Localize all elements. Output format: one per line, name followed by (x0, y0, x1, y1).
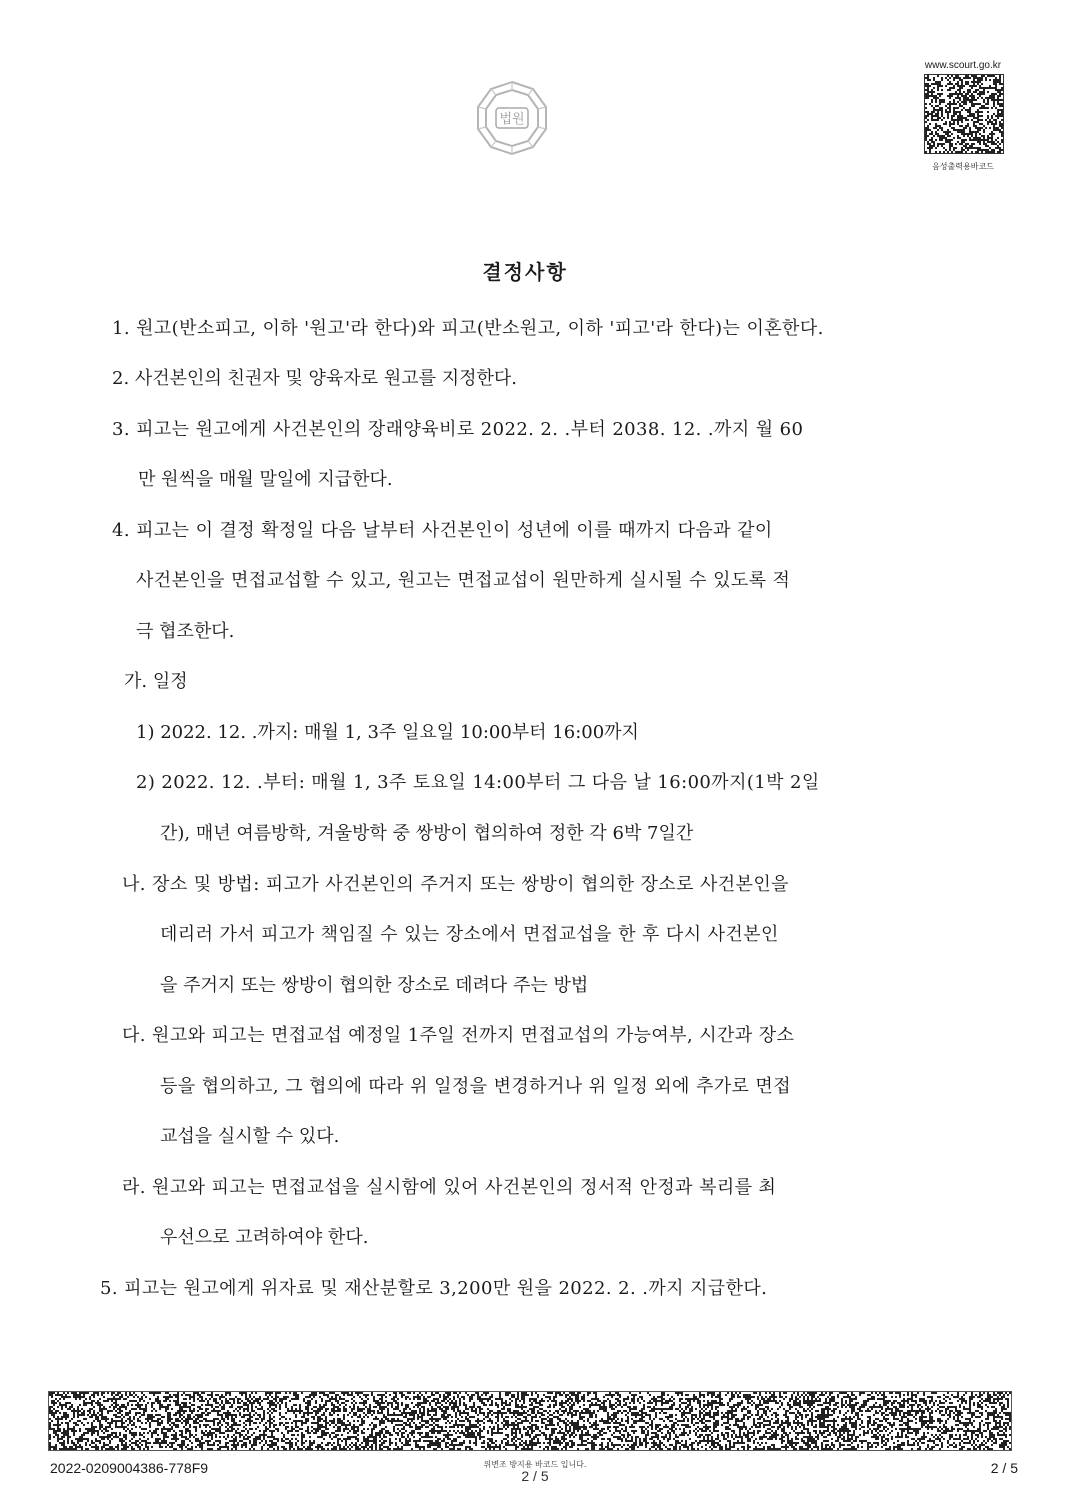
page-number-right: 2 / 5 (990, 1460, 1018, 1476)
item-4-da-cont-1: 등을 협의하고, 그 협의에 따라 위 일정을 변경하거나 위 일정 외에 추가로 면접 (160, 1076, 792, 1097)
item-3-cont: 만 원씩을 매월 말일에 지급한다. (138, 469, 393, 490)
item-4: 4. 피고는 이 결정 확정일 다음 날부터 사건본인이 성년에 이를 때까지 다음과 같이 (112, 520, 773, 541)
item-3: 3. 피고는 원고에게 사건본인의 장래양육비로 2022. 2. .부터 2038. 12. .까지 월 60 (112, 419, 804, 440)
item-4-ga: 가. 일정 (124, 671, 188, 692)
page-number-center: 2 / 5 (521, 1468, 549, 1484)
anti-forgery-barcode (48, 1391, 1012, 1451)
item-4-na-cont-1: 데리러 가서 피고가 책임질 수 있는 장소에서 면접교섭을 한 후 다시 사건본인 (160, 924, 779, 945)
item-1: 1. 원고(반소피고, 이하 '원고'라 한다)와 피고(반소원고, 이하 '피고'라 한다)는 이혼한다. (112, 318, 824, 339)
item-4-cont-2: 극 협조한다. (136, 621, 235, 642)
item-4-na: 나. 장소 및 방법: 피고가 사건본인의 주거지 또는 쌍방이 협의한 장소로 사건본인을 (122, 874, 789, 895)
barcode-note: 위변조 방지용 바코드 입니다. (483, 1460, 587, 1469)
qr-caption: 음성출력용바코드 (932, 162, 994, 171)
document-id: 2022-0209004386-778F9 (50, 1460, 209, 1476)
seal-text: 법원 (499, 112, 525, 127)
item-4-cont-1: 사건본인을 면접교섭할 수 있고, 원고는 면접교섭이 원만하게 실시될 수 있도록 적 (136, 570, 791, 591)
item-2: 2. 사건본인의 친권자 및 양육자로 원고를 지정한다. (112, 368, 517, 389)
court-seal-logo (472, 78, 552, 158)
item-4-ga-1: 1) 2022. 12. .까지: 매월 1, 3주 일요일 10:00부터 16:00까지 (136, 722, 639, 743)
item-5: 5. 피고는 원고에게 위자료 및 재산분할로 3,200만 원을 2022. 2. .까지 지급한다. (100, 1278, 768, 1299)
item-4-da: 다. 원고와 피고는 면접교섭 예정일 1주일 전까지 면접교섭의 가능여부, 시간과 장소 (122, 1025, 795, 1046)
item-4-ga-2: 2) 2022. 12. .부터: 매월 1, 3주 토요일 14:00부터 그 다음 날 16:00까지(1박 2일 (136, 772, 820, 793)
item-4-na-cont-2: 을 주거지 또는 쌍방이 협의한 장소로 데려다 주는 방법 (160, 975, 589, 996)
item-4-da-cont-2: 교섭을 실시할 수 있다. (160, 1126, 340, 1147)
item-4-ra-cont: 우선으로 고려하여야 한다. (160, 1227, 369, 1248)
item-4-ga-2-cont: 간), 매년 여름방학, 겨울방학 중 쌍방이 협의하여 정한 각 6박 7일간 (160, 823, 694, 844)
voice-output-qr-block (922, 60, 1004, 172)
qr-url: www.scourt.go.kr (924, 60, 1002, 71)
item-4-ra: 라. 원고와 피고는 면접교섭을 실시함에 있어 사건본인의 정서적 안정과 복리를 최 (122, 1177, 777, 1198)
document-title: 결정사항 (482, 260, 568, 284)
qr-code (924, 74, 1004, 154)
